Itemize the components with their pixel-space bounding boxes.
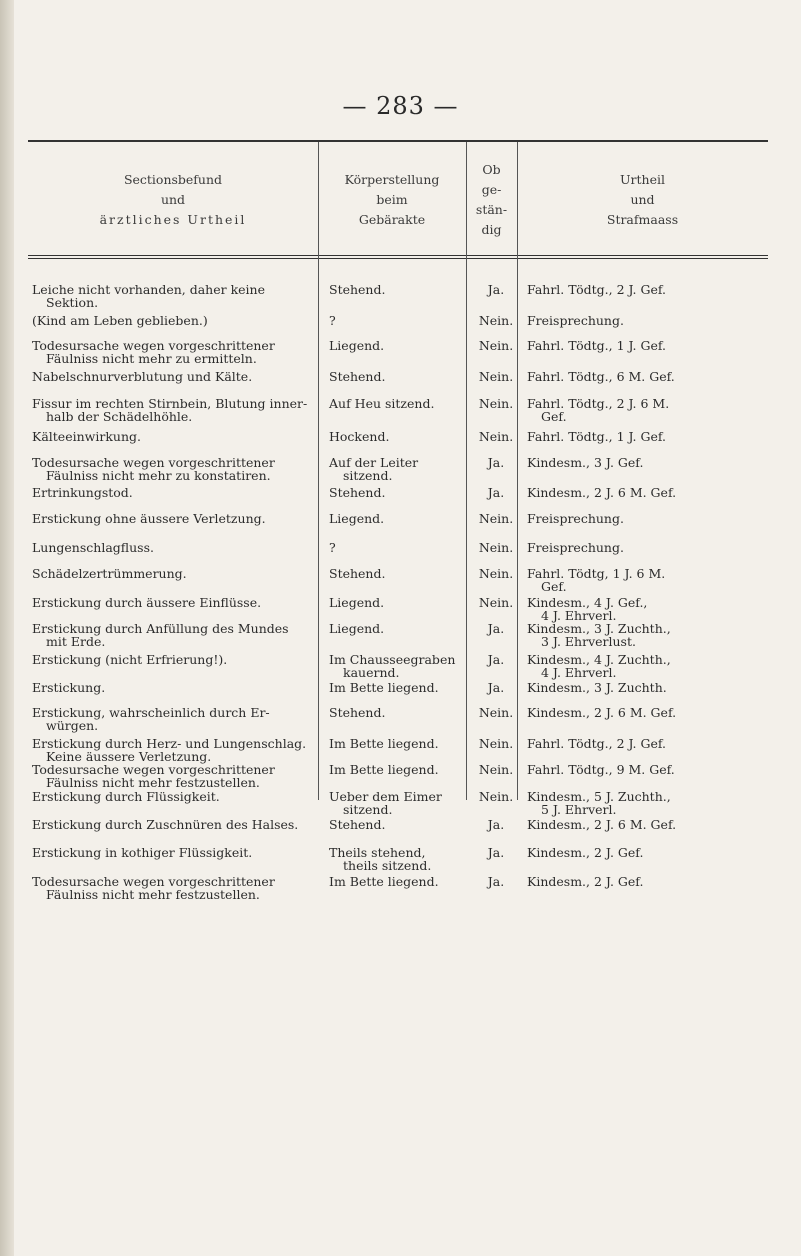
row-koerperstellung: Im Chausseegraben kauernd. <box>329 652 456 680</box>
row-koerperstellung: Stehend. <box>329 485 386 500</box>
row-urtheil: Kindesm., 3 J. Zuchth., 3 J. Ehrverlust. <box>527 621 671 649</box>
row-urtheil: Fahrl. Tödtg., 6 M. Gef. <box>527 369 675 384</box>
row-befund: Erstickung, wahrscheinlich durch Er- würgen. <box>32 705 270 733</box>
row-befund: Todesursache wegen vorgeschrittener Fäulniss nicht mehr zu ermitteln. <box>32 338 275 366</box>
row-befund: Fissur im rechten Stirnbein, Blutung inner- halb der Schädelhöhle. <box>32 396 308 424</box>
row-urtheil: Fahrl. Tödtg., 2 J. Gef. <box>527 282 667 297</box>
row-befund: Erstickung durch äussere Einflüsse. <box>32 595 262 610</box>
row-urtheil: Kindesm., 2 J. Gef. <box>527 874 644 889</box>
row-befund: Ertrinkungstod. <box>32 485 133 500</box>
row-gestaendig: Ja. <box>487 817 505 832</box>
row-gestaendig: Nein. <box>478 369 514 384</box>
row-gestaendig: Ja. <box>487 652 505 667</box>
row-befund: Kälteeinwirkung. <box>32 429 141 444</box>
row-befund: Schädelzertrümmerung. <box>32 566 187 581</box>
row-urtheil: Kindesm., 3 J. Gef. <box>527 455 644 470</box>
row-koerperstellung: Im Bette liegend. <box>329 762 439 777</box>
row-urtheil: Freisprechung. <box>527 313 624 328</box>
row-koerperstellung: Hockend. <box>329 429 390 444</box>
row-befund: Erstickung. <box>32 680 106 695</box>
row-koerperstellung: Auf der Leiter sitzend. <box>329 455 419 483</box>
row-befund: Erstickung durch Zuschnüren des Halses. <box>32 817 299 832</box>
header-rule-double <box>28 258 768 259</box>
row-koerperstellung: ? <box>329 313 336 328</box>
row-koerperstellung: Stehend. <box>329 282 386 297</box>
row-befund: Leiche nicht vorhanden, daher keine Sektion. <box>32 282 265 310</box>
row-gestaendig: Ja. <box>487 621 505 636</box>
row-koerperstellung: Liegend. <box>329 595 385 610</box>
row-gestaendig: Nein. <box>478 313 514 328</box>
row-gestaendig: Ja. <box>487 845 505 860</box>
row-gestaendig: Nein. <box>478 789 514 804</box>
row-gestaendig: Nein. <box>478 396 514 411</box>
row-urtheil: Fahrl. Tödtg., 1 J. Gef. <box>527 338 667 353</box>
row-koerperstellung: Stehend. <box>329 566 386 581</box>
row-gestaendig: Nein. <box>478 566 514 581</box>
row-koerperstellung: Im Bette liegend. <box>329 680 439 695</box>
row-urtheil: Freisprechung. <box>527 540 624 555</box>
row-urtheil: Kindesm., 2 J. 6 M. Gef. <box>527 705 677 720</box>
row-gestaendig: Nein. <box>478 595 514 610</box>
row-befund: Todesursache wegen vorgeschrittener Fäulniss nicht mehr festzustellen. <box>32 762 275 790</box>
row-befund: (Kind am Leben geblieben.) <box>32 313 208 328</box>
row-koerperstellung: Im Bette liegend. <box>329 736 439 751</box>
row-koerperstellung: Theils stehend, theils sitzend. <box>329 845 432 873</box>
header-urtheil: Urtheil und Strafmaass <box>606 172 679 227</box>
row-koerperstellung: Stehend. <box>329 705 386 720</box>
top-rule <box>28 140 768 142</box>
book-binding-edge <box>0 0 14 1256</box>
row-koerperstellung: Ueber dem Eimer sitzend. <box>329 789 442 817</box>
row-gestaendig: Nein. <box>478 705 514 720</box>
row-gestaendig: Ja. <box>487 282 505 297</box>
row-gestaendig: Nein. <box>478 540 514 555</box>
row-befund: Erstickung durch Anfüllung des Mundes mit Erde. <box>32 621 289 649</box>
row-urtheil: Fahrl. Tödtg, 1 J. 6 M. Gef. <box>527 566 666 594</box>
row-gestaendig: Ja. <box>487 680 505 695</box>
row-urtheil: Kindesm., 4 J. Zuchth., 4 J. Ehrverl. <box>527 652 671 680</box>
row-koerperstellung: Liegend. <box>329 338 385 353</box>
row-koerperstellung: Auf Heu sitzend. <box>329 396 435 411</box>
row-gestaendig: Nein. <box>478 338 514 353</box>
row-koerperstellung: Stehend. <box>329 817 386 832</box>
row-urtheil: Kindesm., 5 J. Zuchth., 5 J. Ehrverl. <box>527 789 671 817</box>
row-koerperstellung: Liegend. <box>329 511 385 526</box>
row-befund: Erstickung durch Herz- und Lungenschlag. Keine äussere Verletzung. <box>32 736 307 764</box>
row-koerperstellung: Im Bette liegend. <box>329 874 439 889</box>
row-urtheil: Kindesm., 2 J. Gef. <box>527 845 644 860</box>
row-befund: Erstickung durch Flüssigkeit. <box>32 789 220 804</box>
row-urtheil: Kindesm., 2 J. 6 M. Gef. <box>527 485 677 500</box>
row-gestaendig: Nein. <box>478 429 514 444</box>
row-befund: Nabelschnurverblutung und Kälte. <box>32 369 253 384</box>
row-befund: Erstickung (nicht Erfrierung!). <box>32 652 228 667</box>
row-urtheil: Fahrl. Tödtg., 9 M. Gef. <box>527 762 675 777</box>
row-gestaendig: Nein. <box>478 762 514 777</box>
row-urtheil: Kindesm., 2 J. 6 M. Gef. <box>527 817 677 832</box>
row-koerperstellung: Stehend. <box>329 369 386 384</box>
row-befund: Erstickung in kothiger Flüssigkeit. <box>32 845 253 860</box>
row-koerperstellung: Liegend. <box>329 621 385 636</box>
row-gestaendig: Nein. <box>478 511 514 526</box>
row-befund: Todesursache wegen vorgeschrittener Fäulniss nicht mehr zu konstatiren. <box>32 455 275 483</box>
row-urtheil: Kindesm., 3 J. Zuchth. <box>527 680 667 695</box>
header-rule <box>28 255 768 256</box>
row-urtheil: Fahrl. Tödtg., 1 J. Gef. <box>527 429 667 444</box>
row-gestaendig: Nein. <box>478 736 514 751</box>
row-urtheil: Fahrl. Tödtg., 2 J. 6 M. Gef. <box>527 396 670 424</box>
page-number: — 283 — <box>342 92 459 120</box>
row-urtheil: Kindesm., 4 J. Gef., 4 J. Ehrverl. <box>527 595 648 623</box>
row-urtheil: Fahrl. Tödtg., 2 J. Gef. <box>527 736 667 751</box>
row-befund: Todesursache wegen vorgeschrittener Fäulniss nicht mehr festzustellen. <box>32 874 275 902</box>
row-koerperstellung: ? <box>329 540 336 555</box>
row-urtheil: Freisprechung. <box>527 511 624 526</box>
header-koerperstellung: Körperstellung beim Gebärakte <box>344 172 440 227</box>
header-sectionsbefund: Sectionsbefund und ärztliches Urtheil <box>99 172 247 227</box>
row-gestaendig: Ja. <box>487 455 505 470</box>
row-befund: Erstickung ohne äussere Verletzung. <box>32 511 266 526</box>
row-gestaendig: Ja. <box>487 874 505 889</box>
row-gestaendig: Ja. <box>487 485 505 500</box>
header-gestaendig: Ob ge- stän- dig <box>475 162 508 237</box>
column-divider-3 <box>517 142 518 800</box>
row-befund: Lungenschlagfluss. <box>32 540 154 555</box>
